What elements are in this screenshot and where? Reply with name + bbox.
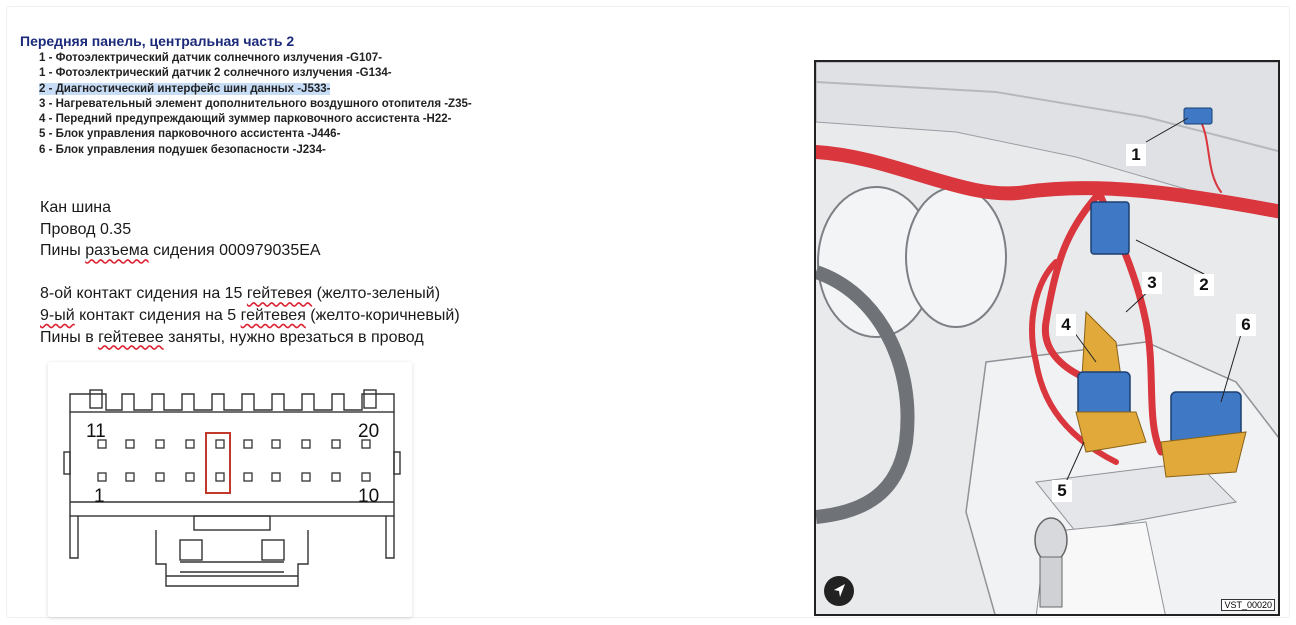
connector-pin bbox=[272, 473, 280, 481]
pin-label-20: 20 bbox=[358, 421, 380, 442]
module-j533 bbox=[1091, 202, 1129, 254]
note-line: 8-ой контакт сидения на 15 гейтевея (желто-зеленый) bbox=[40, 285, 441, 303]
connector-pin bbox=[98, 473, 106, 481]
connector-pin bbox=[272, 440, 280, 448]
legend-item: 5 - Блок управления парковочного ассистента -J446- bbox=[39, 128, 341, 141]
callout-5: 5 bbox=[1052, 480, 1072, 502]
wiring-notes bbox=[40, 197, 460, 348]
dashboard-location-illustration bbox=[814, 60, 1280, 616]
page-title: Передняя панель, центральная часть 2 bbox=[20, 33, 295, 49]
pin-label-1: 1 bbox=[94, 486, 105, 507]
connector-drawing bbox=[48, 362, 412, 617]
connector-pin bbox=[186, 440, 194, 448]
figure-code: VST_00020 bbox=[1221, 599, 1275, 611]
legend-item: 4 - Передний предупреждающий зуммер парковочного ассистента -H22- bbox=[39, 113, 452, 126]
orientation-arrow-icon bbox=[824, 576, 854, 606]
legend-item: 1 - Фотоэлектрический датчик 2 солнечного излучения -G134- bbox=[39, 67, 392, 80]
callout-4: 4 bbox=[1056, 314, 1076, 336]
legend-item: 3 - Нагревательный элемент дополнительного воздушного отопителя -Z35- bbox=[39, 97, 472, 110]
pin-label-11: 11 bbox=[86, 421, 106, 442]
spellcheck-word: разъема bbox=[85, 242, 149, 260]
component-legend bbox=[39, 51, 472, 158]
note-line: Пины разъема сидения 000979035EA bbox=[40, 242, 321, 260]
connector-pin bbox=[216, 473, 224, 481]
connector-pin bbox=[332, 440, 340, 448]
connector-pin bbox=[186, 473, 194, 481]
legend-item: 1 - Фотоэлектрический датчик солнечного излучения -G107- bbox=[39, 52, 383, 64]
note-line: Провод 0.35 bbox=[40, 220, 132, 238]
callout-3: 3 bbox=[1142, 272, 1162, 294]
connector-pin bbox=[362, 473, 370, 481]
connector-body bbox=[70, 412, 394, 516]
note-line: 9-ый контакт сидения на 5 гейтевея (желто-коричневый) bbox=[40, 306, 460, 324]
connector-pin bbox=[302, 473, 310, 481]
pin-label-10: 10 bbox=[358, 486, 380, 507]
pin-row-bottom bbox=[98, 473, 370, 481]
dashboard-drawing bbox=[816, 62, 1280, 616]
connector-pin bbox=[156, 440, 164, 448]
connector-pin bbox=[332, 473, 340, 481]
connector-pin bbox=[302, 440, 310, 448]
pin-row-top bbox=[98, 440, 370, 448]
pin-pair-highlight bbox=[206, 433, 230, 493]
callout-6: 6 bbox=[1236, 314, 1256, 336]
connector-pinout-diagram bbox=[48, 362, 412, 617]
callout-1: 1 bbox=[1126, 144, 1146, 166]
spellcheck-word: гейтевея bbox=[246, 285, 313, 303]
spellcheck-word: гейтевея bbox=[240, 306, 306, 324]
spellcheck-word: 9-ый bbox=[40, 306, 75, 324]
connector-pin bbox=[156, 473, 164, 481]
connector-outline bbox=[70, 394, 394, 412]
note-line: Кан шина bbox=[40, 199, 112, 216]
note-line: Пины в гейтевее заняты, нужно врезаться в провод bbox=[40, 328, 424, 346]
spellcheck-word: гейтевее bbox=[98, 328, 164, 346]
sensor-g107 bbox=[1184, 108, 1212, 124]
legend-item-selected: 2 - Диагностический интерфейс шин данных -J533- bbox=[39, 82, 331, 95]
legend-item: 6 - Блок управления подушек безопасности -J234- bbox=[39, 143, 326, 156]
connector-pin bbox=[216, 440, 224, 448]
connector-pin bbox=[244, 473, 252, 481]
connector-pin bbox=[126, 440, 134, 448]
connector-pin bbox=[126, 473, 134, 481]
connector-pin bbox=[244, 440, 252, 448]
callout-2: 2 bbox=[1194, 274, 1214, 296]
